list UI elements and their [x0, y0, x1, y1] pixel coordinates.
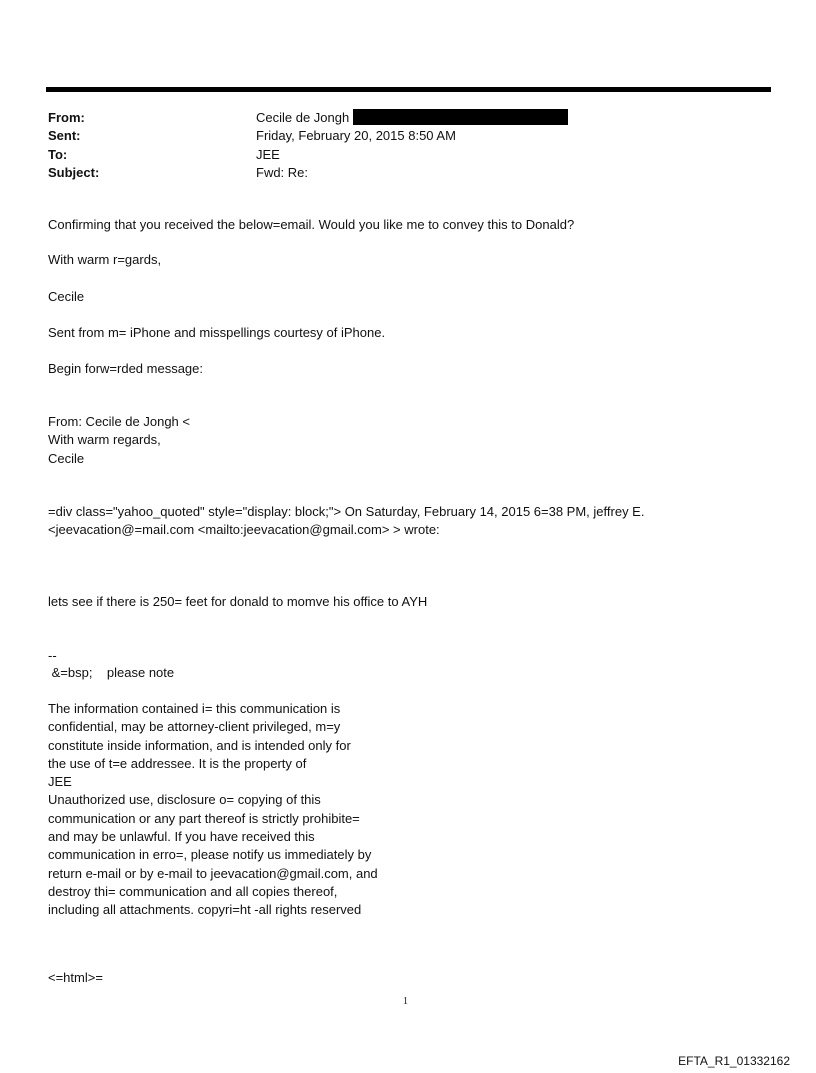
disclaimer-line: The information contained i= this communication is: [48, 701, 341, 716]
disclaimer-line: communication in erro=, please notify us immediately by: [48, 847, 372, 863]
body-paragraph: Confirming that you received the below=email. Would you like me to convey this to Donald?: [48, 217, 575, 232]
redaction-bar: [353, 109, 568, 125]
sent-label: Sent:: [48, 128, 81, 144]
disclaimer-line: communication or any part thereof is strictly prohibite=: [48, 810, 360, 826]
disclaimer-line: constitute inside information, and is intended only for: [48, 737, 351, 753]
disclaimer-line: the use of t=e addressee. It is the property of: [48, 755, 307, 771]
disclaimer-line: destroy thi= communication and all copies thereof,: [48, 883, 338, 899]
body-signature: Cecile: [48, 289, 85, 304]
from-value: [256, 109, 568, 127]
disclaimer-line: return e-mail or by e-mail to jeevacation@gmail.com, and: [48, 865, 378, 881]
to-value: JEE: [256, 146, 280, 162]
bates-number: EFTA_R1_01332162: [678, 1054, 790, 1068]
from-label: From:: [48, 110, 85, 125]
page-number: 1: [403, 996, 408, 1007]
signature-note: &=bsp; please note: [48, 665, 175, 680]
quoted-header: [48, 503, 644, 540]
subject-value: Fwd: Re:: [256, 164, 309, 180]
disclaimer-line: including all attachments. copyri=ht -all rights reserved: [48, 902, 362, 918]
forwarded-line: From: Cecile de Jongh <: [48, 414, 190, 429]
quoted-line: =div class="yahoo_quoted" style="display: block;"> On Saturday, February 14, 2015 6=38 PM, jeffrey E.: [48, 504, 645, 519]
signature-dashes: --: [48, 648, 57, 663]
forwarded-block: [48, 413, 190, 468]
quoted-line: <jeevacation@=mail.com <mailto:jeevacation@gmail.com> > wrote:: [48, 522, 440, 538]
header-rule: [46, 87, 771, 92]
body-greeting: With warm r=gards,: [48, 252, 162, 267]
disclaimer-line: and may be unlawful. If you have received this: [48, 829, 315, 845]
disclaimer-line: Unauthorized use, disclosure o= copying of this: [48, 792, 321, 808]
disclaimer-line: confidential, may be attorney-client privileged, m=y: [48, 719, 341, 735]
sender-name: Cecile de Jongh: [256, 110, 350, 125]
disclaimer: [48, 700, 378, 920]
disclaimer-line: JEE: [48, 774, 72, 790]
html-tag-line: <=html>=: [48, 970, 103, 985]
forwarded-intro: Begin forw=rded message:: [48, 361, 204, 376]
forwarded-line: With warm regards,: [48, 432, 161, 448]
request-line: lets see if there is 250= feet for donald to momve his office to AYH: [48, 594, 428, 609]
sent-value: Friday, February 20, 2015 8:50 AM: [256, 128, 456, 144]
subject-label: Subject:: [48, 164, 100, 180]
sent-from-line: Sent from m= iPhone and misspellings courtesy of iPhone.: [48, 325, 386, 340]
forwarded-line: Cecile: [48, 450, 85, 466]
to-label: To:: [48, 146, 68, 162]
